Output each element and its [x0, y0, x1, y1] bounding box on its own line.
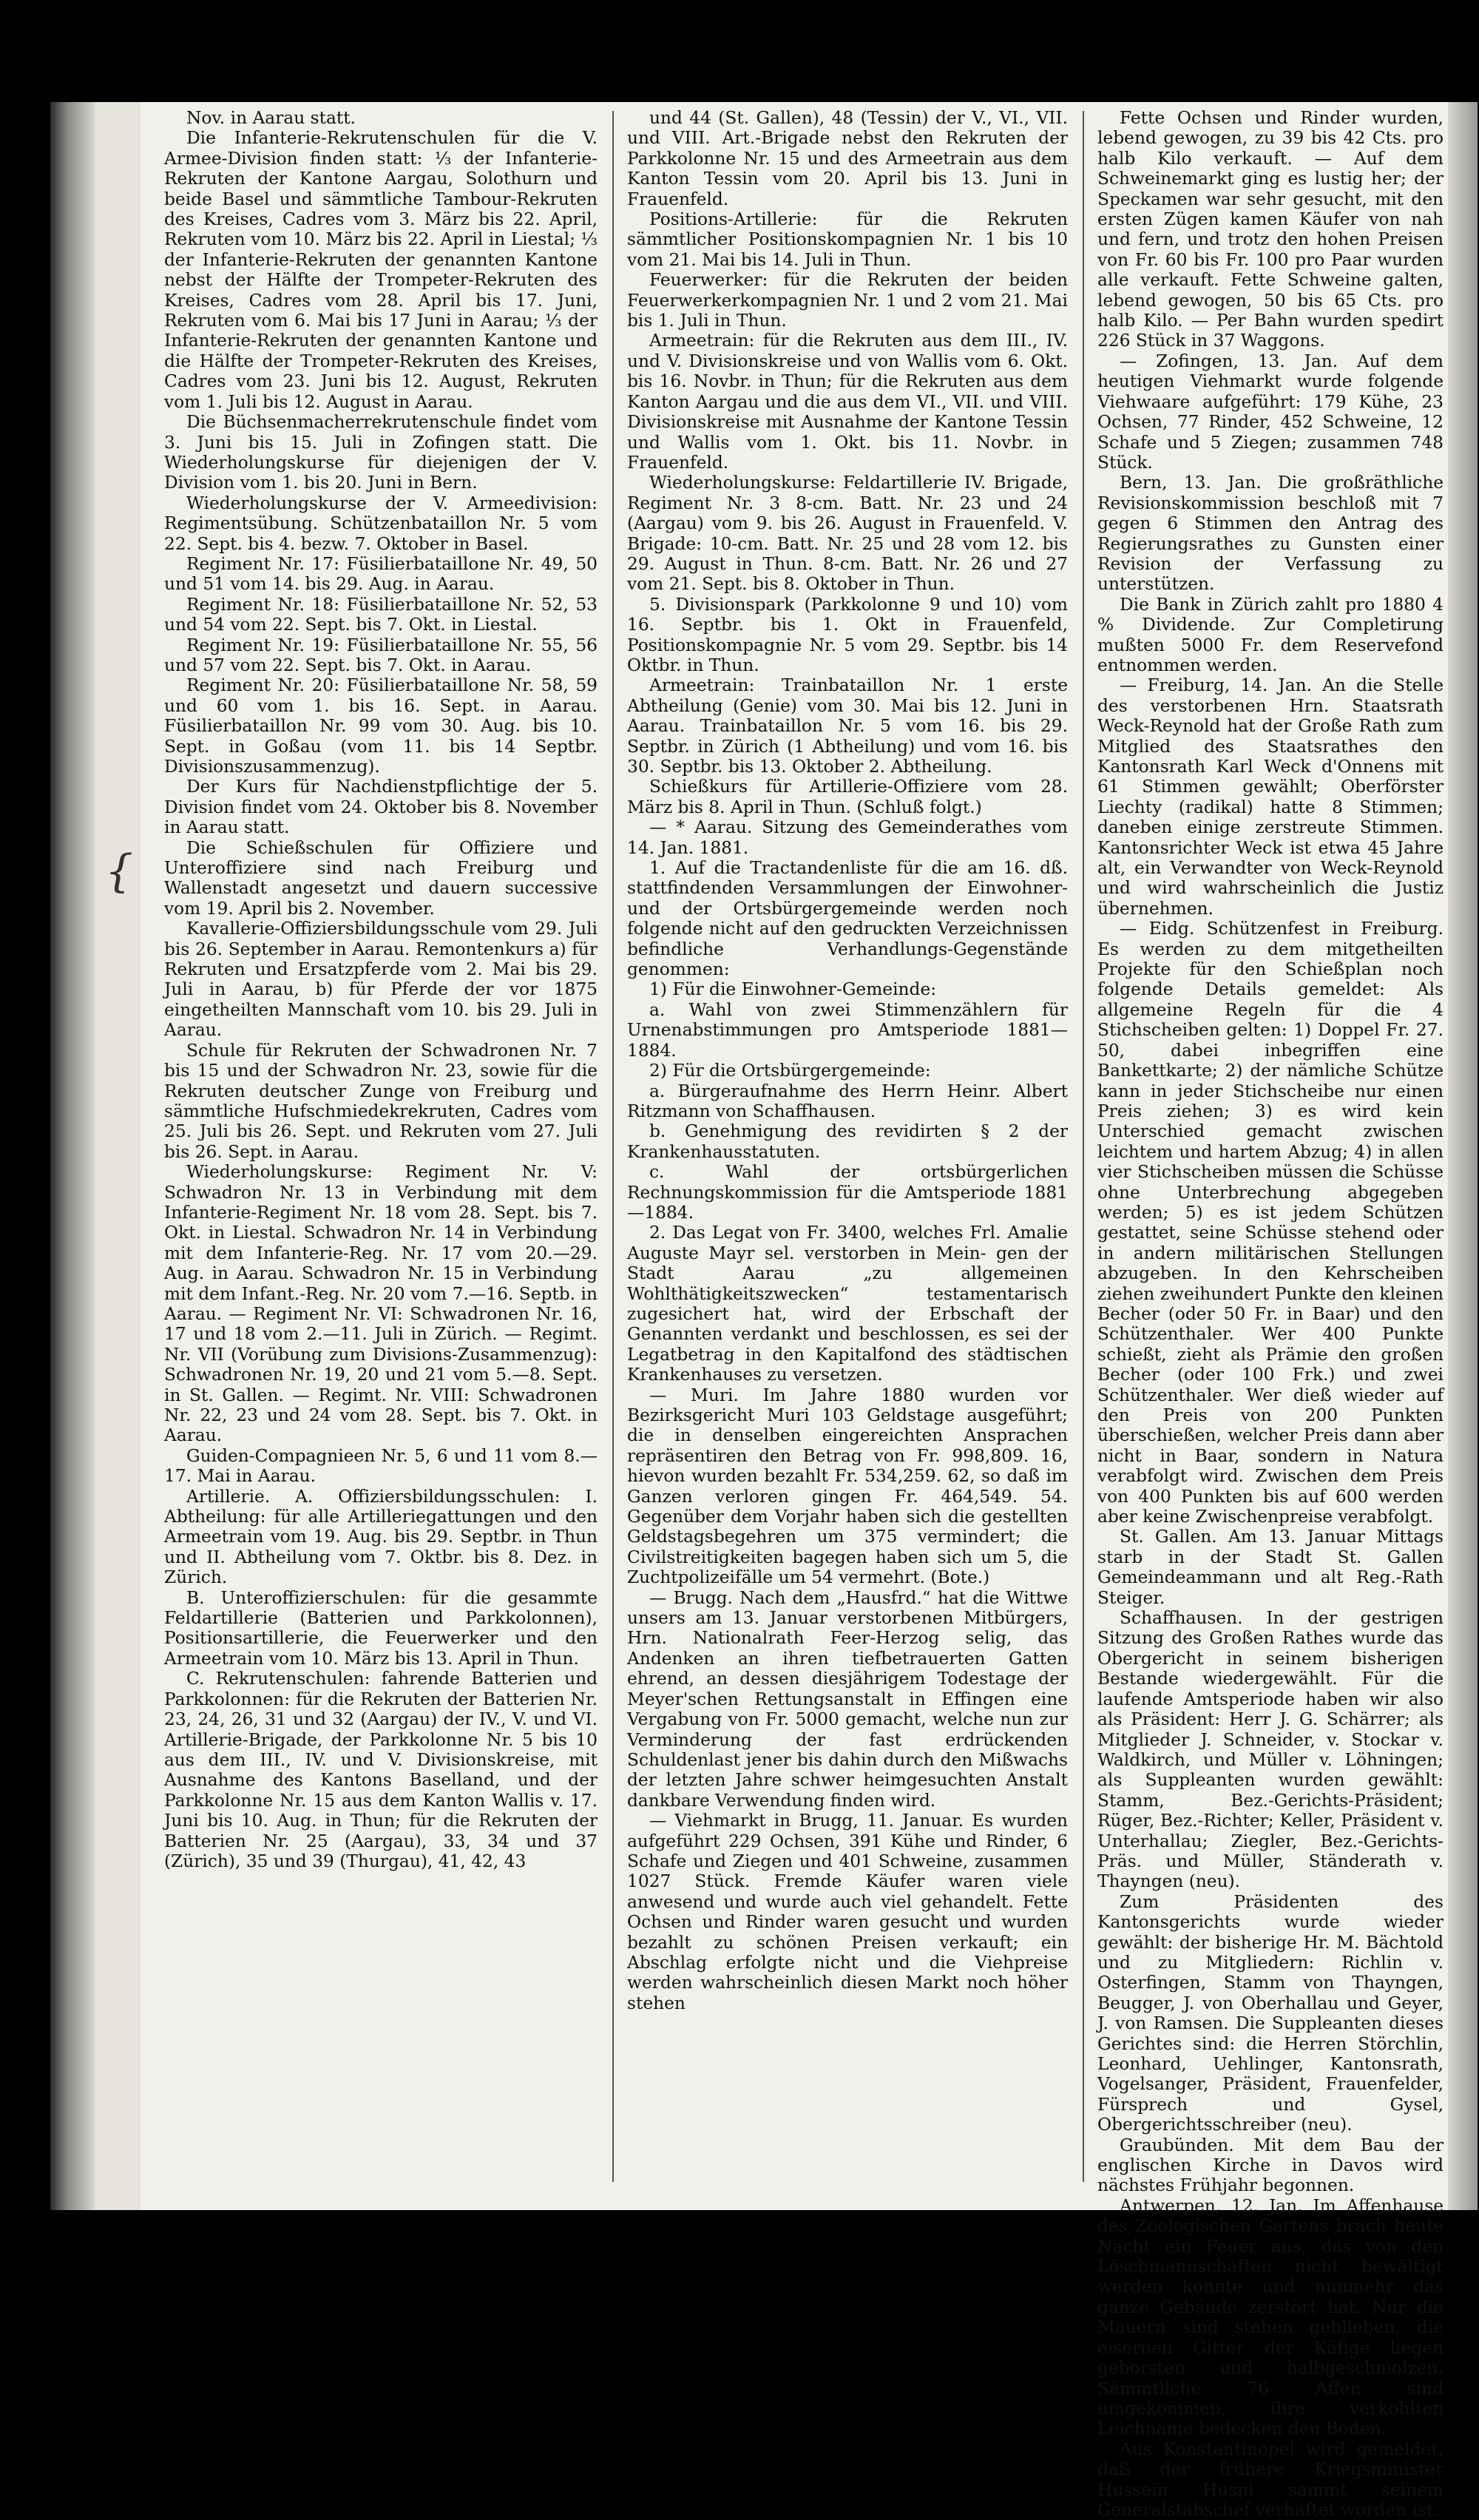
col3-paragraph: Aus Konstantinopel wird gemeldet, daß der frühere Kriegsminister Hussein Husni sammt seinem Generalstabschef verhaftet worden ist. — [1097, 2439, 1444, 2520]
col2-paragraph: und 44 (St. Gallen), 48 (Tessin) der V., VI., VII. und VIII. Art.-Brigade nebst den Rekruten der Parkkolonne Nr. 15 und des Armeetrain aus dem Kanton Tessin vom 20. April bis 13. Juni in Frauenfeld. — [627, 108, 1068, 209]
col2-paragraph: 2. Das Legat von Fr. 3400, welches Frl. Amalie Auguste Mayr sel. verstorben in Mein- gen der Stadt Aarau „zu allgemeinen Wohlthätigkeitszwecken“ testamentarisch zugesichert hat, wird der Erbschaft der Genannten verdankt und beschlossen, es sei der Legatbetrag in den Kapitalfond des städtischen Krankenhauses zu versetzen. — [627, 1223, 1068, 1385]
col1-paragraph: Artillerie. A. Offiziersbildungsschulen: I. Abtheilung: für alle Artilleriegattungen und den Armeetrain vom 19. Aug. bis 29. Septbr. in Thun und II. Abtheilung vom 7. Oktbr. bis 8. Dez. in Zürich. — [164, 1486, 598, 1588]
col1-paragraph: Die Infanterie-Rekrutenschulen für die V. Armee-Division finden statt: ⅓ der Infanterie-Rekruten der Kantone Aargau, Solothurn und beide Basel und sämmtliche Tambour-Rekruten des Kreises, Cadres vom 3. März bis 22. April, Rekruten vom 10. März bis 22. April in Liestal; ⅓ der Infanterie-Rekruten der genannten Kantone nebst der Hälfte der Trompeter-Rekruten des Kreises, Cadres vom 28. April bis 17. Juni, Rekruten vom 6. Mai bis 17 Juni in Aarau; ⅓ der Infanterie-Rekruten der genannten Kantone und die Hälfte der Trompeter-Rekruten des Kreises, Cadres vom 23. Juni bis 12. August, Rekruten vom 1. Juli bis 12. August in Aarau. — [164, 128, 598, 412]
col1-paragraph: Kavallerie-Offiziersbildungsschule vom 29. Juli bis 26. September in Aarau. Remontenkurs a) für Rekruten und Ersatzpferde vom 2. Mai bis 29. Juli in Aarau, b) für Pferde der vor 1875 eingetheilten Mannschaft vom 10. bis 29. Juli in Aarau. — [164, 919, 598, 1041]
col2-paragraph: a. Wahl von zwei Stimmenzählern für Urnenabstimmungen pro Amtsperiode 1881—1884. — [627, 999, 1068, 1061]
col1-paragraph: C. Rekrutenschulen: fahrende Batterien und Parkkolonnen: für die Rekruten der Batterien Nr. 23, 24, 26, 31 und 32 (Aargau) der IV., V. und VI. Artillerie-Brigade, der Parkkolonne Nr. 5 bis 10 aus dem III., IV. und V. Divisionskreise, mit Ausnahme des Kantons Baselland, und der Parkkolonne Nr. 15 aus dem Kanton Wallis v. 17. Juni bis 10. Aug. in Thun; für die Rekruten der Batterien Nr. 25 (Aargau), 33, 34 und 37 (Zürich), 35 und 39 (Thurgau), 41, 42, 43 — [164, 1669, 598, 1871]
col3-paragraph: — Eidg. Schützenfest in Freiburg. Es werden zu dem mitgetheilten Projekte für den Schießplan noch folgende Details gemeldet: Als allgemeine Regeln für die 4 Stichscheiben gelten: 1) Doppel Fr. 27. 50, dabei inbegriffen eine Bankettkarte; 2) der nämliche Schütze kann in jeder Stichscheibe nur einen Preis ziehen; 3) es wird kein Unterschied gemacht zwischen leichtem und hartem Abzug; 4) in allen vier Stichscheiben müssen die Schüsse ohne Unterbrechung abgegeben werden; 5) es ist jedem Schützen gestattet, seine Schüsse stehend oder in andern militärischen Stellungen abzugeben. In den Kehrscheiben ziehen zweihundert Punkte den kleinen Becher (oder 50 Fr. in Baar) und den Schützenthaler. Wer 400 Punkte schießt, zieht als Prämie den großen Becher (oder 100 Frk.) und zwei Schützenthaler. Wer dieß wieder auf den Preis von 200 Punkten überschießen, welcher Preis dann aber nicht in Baar, sondern in Natura verabfolgt wird. Zwischen dem Preis von 400 Punkten bis auf 600 werden aber keine Zwischenpreise verabfolgt. — [1097, 919, 1444, 1527]
column-2 — [627, 108, 1068, 2013]
col2-paragraph: Armeetrain: Trainbataillon Nr. 1 erste Abtheilung (Genie) vom 30. Mai bis 12. Juni in Aarau. Trainbataillon Nr. 5 vom 16. bis 29. Septbr. in Zürich (1 Abtheilung) und vom 16. bis 30. Septbr. bis 13. Oktober 2. Abtheilung. — [627, 675, 1068, 777]
column-3 — [1097, 108, 1444, 2520]
col1-paragraph: Die Büchsenmacherrekrutenschule findet vom 3. Juni bis 15. Juli in Zofingen statt. Die Wiederholungskurse für diejenigen der V. Division vom 1. bis 20. Juni in Bern. — [164, 412, 598, 493]
column-rule-2 — [1083, 111, 1084, 2182]
newspaper-page — [50, 102, 1478, 2520]
col1-paragraph: Die Schießschulen für Offiziere und Unteroffiziere sind nach Freiburg und Wallenstadt angesetzt und dauern successive vom 19. April bis 2. November. — [164, 837, 598, 919]
col2-paragraph: 2) Für die Ortsbürgergemeinde: — [649, 1061, 931, 1081]
col3-paragraph: Bern, 13. Jan. Die großräthliche Revisionskommission beschloß mit 7 gegen 6 Stimmen den Antrag des Regierungsrathes zu Gunsten einer Revision der Verfassung zu unterstützen. — [1097, 473, 1444, 595]
col2-paragraph: 1) Für die Einwohner-Gemeinde: — [649, 979, 937, 1000]
col3-paragraph: Graubünden. Mit dem Bau der englischen Kirche in Davos wird nächstes Frühjahr begonnen. — [1097, 2135, 1444, 2196]
col2-paragraph: Positions-Artillerie: für die Rekruten sämmtlicher Positionskompagnien Nr. 1 bis 10 vom 21. Mai bis 14. Juli in Thun. — [627, 209, 1068, 270]
col2-paragraph: 5. Divisionspark (Parkkolonne 9 und 10) vom 16. Septbr. bis 1. Okt in Frauenfeld, Positionskompagnie Nr. 5 vom 29. Septbr. bis 14 Oktbr. in Thun. — [627, 594, 1068, 675]
col3-paragraph: — Freiburg, 14. Jan. An die Stelle des verstorbenen Hrn. Staatsrath Weck-Reynold hat der Große Rath zum Mitglied des Staatsrathes den Kantonsrath Karl Weck d'Onnens mit 61 Stimmen gewählt; Oberförster Liechty (radikal) hatte 8 Stimmen; daneben einige zerstreute Stimmen. Kantonsrichter Weck ist etwa 45 Jahre alt, ein Verwandter von Weck-Reynold und wird wahrscheinlich die Justiz übernehmen. — [1097, 675, 1444, 919]
col3-paragraph: Die Bank in Zürich zahlt pro 1880 4 % Dividende. Zur Completirung mußten 5000 Fr. dem Reservefond entnommen werden. — [1097, 594, 1444, 675]
pencil-mark: { — [105, 845, 134, 897]
col3-paragraph: Antwerpen, 12. Jan. Im Affenhause des Zoologischen Gartens brach heute Nacht ein Feuer aus, das von den Löschmannschaften nicht bewältigt werden konnte und nunmehr das ganze Gebäude zerstört hat. Nur die Mauern sind stehen geblieben, die eisernen Gitter der Käfige liegen geborsten und halbgeschmolzen. Sämmtliche 76 Affen sind umgekommen, ihre verkohlten Leichname bedecken den Boden. — [1097, 2195, 1444, 2439]
col2-paragraph: — * Aarau. Sitzung des Gemeinderathes vom 14. Jan. 1881. — [627, 817, 1068, 858]
left-margin — [95, 102, 141, 2210]
col1-paragraph: Nov. in Aarau statt. — [186, 108, 356, 128]
col2-paragraph: Schießkurs für Artillerie-Offiziere vom 28. März bis 8. April in Thun. (Schluß folgt.) — [627, 777, 1068, 817]
col2-paragraph: a. Bürgeraufnahme des Herrn Heinr. Albert Ritzmann von Schaffhausen. — [627, 1081, 1068, 1121]
col3-paragraph: St. Gallen. Am 13. Januar Mittags starb in der Stadt St. Gallen Gemeindeammann und alt Reg.-Rath Steiger. — [1097, 1527, 1444, 1608]
col3-paragraph: Fette Ochsen und Rinder wurden, lebend gewogen, zu 39 bis 42 Cts. pro halb Kilo verkauft. — Auf dem Schweinemarkt ging es lustig her; der Speckamen war sehr gesucht, mit den ersten Zügen kamen Käufer von nah und fern, und trotz den hohen Preisen von Fr. 60 bis Fr. 100 pro Paar wurden alle verkauft. Fette Schweine galten, lebend gewogen, 50 bis 65 Cts. pro halb Kilo. — Per Bahn wurden spedirt 226 Stück in 37 Waggons. — [1097, 108, 1444, 351]
column-rule-1 — [612, 111, 614, 2182]
col2-paragraph: 1. Auf die Tractandenliste für die am 16. dß. stattfindenden Versammlungen der Einwohner- und der Ortsbürgergemeinde werden noch folgende nicht auf den gedruckten Verzeichnissen befindliche Verhandlungs-Gegenstände genommen: — [627, 858, 1068, 980]
col2-paragraph: — Brugg. Nach dem „Hausfrd.“ hat die Wittwe unsers am 13. Januar verstorbenen Mitbürgers, Hrn. Nationalrath Feer-Herzog selig, das Andenken an ihren tiefbetrauerten Gatten ehrend, an dessen diesjährigem Todestage der Meyer'schen Rettungsanstalt in Effingen eine Vergabung von Fr. 5000 gemacht, welche nun zur Verminderung der fast erdrückenden Schuldenlast jener bis dahin durch den Mißwachs der letzten Jahre schwer heimgesuchten Anstalt dankbare Verwendung finden wird. — [627, 1587, 1068, 1811]
col2-paragraph: Wiederholungskurse: Feldartillerie IV. Brigade, Regiment Nr. 3 8-cm. Batt. Nr. 23 und 24 (Aargau) vom 9. bis 26. August in Frauenfeld. V. Brigade: 10-cm. Batt. Nr. 25 und 28 vom 12. bis 29. August in Thun. 8-cm. Batt. Nr. 26 und 27 vom 21. Sept. bis 8. Oktober in Thun. — [627, 473, 1068, 595]
col3-paragraph: — Zofingen, 13. Jan. Auf dem heutigen Viehmarkt wurde folgende Viehwaare aufgeführt: 179 Kühe, 23 Ochsen, 77 Rinder, 452 Schweine, 12 Schafe und 5 Ziegen; zusammen 748 Stück. — [1097, 351, 1444, 473]
binding-shadow — [50, 102, 95, 2210]
right-edge — [1448, 102, 1478, 2210]
col1-paragraph: Regiment Nr. 17: Füsilierbataillone Nr. 49, 50 und 51 vom 14. bis 29. Aug. in Aarau. — [164, 553, 598, 595]
col2-paragraph: — Viehmarkt in Brugg, 11. Januar. Es wurden aufgeführt 229 Ochsen, 391 Kühe und Rinder, 6 Schafe und Ziegen und 401 Schweine, zusammen 1027 Stück. Fremde Käufer waren viele anwesend und wurde auch viel gehandelt. Fette Ochsen und Rinder waren gesucht und wurden bezahlt zu schönen Preisen verkauft; ein Abschlag erfolgte nicht und die Viehpreise werden wahrscheinlich diesen Markt noch höher stehen — [627, 1811, 1068, 2013]
col1-paragraph: Schule für Rekruten der Schwadronen Nr. 7 bis 15 und der Schwadron Nr. 23, sowie für die Rekruten deutscher Zunge von Freiburg und sämmtliche Hufschmiedekrekruten, Cadres vom 25. Juli bis 26. Sept. und Rekruten vom 27. Juli bis 26. Sept. in Aarau. — [164, 1040, 598, 1162]
col2-paragraph: — Muri. Im Jahre 1880 wurden vor Bezirksgericht Muri 103 Geldstage ausgeführt; die in denselben eingereichten Ansprachen repräsentiren den Betrag von Fr. 998,809. 16, hievon wurden bezahlt Fr. 534,259. 62, so daß im Ganzen verloren gingen Fr. 464,549. 54. Gegenüber dem Vorjahr haben sich die gestellten Geldstagsbegehren um 375 vermindert; die Civilstreitigkeiten bagegen haben sich um 5, die Zuchtpolizeifälle um 54 vermehrt. (Bote.) — [627, 1385, 1068, 1588]
col1-paragraph: Regiment Nr. 18: Füsilierbataillone Nr. 52, 53 und 54 vom 22. Sept. bis 7. Okt. in Liestal. — [164, 594, 598, 635]
col1-paragraph: Wiederholungskurse: Regiment Nr. V: Schwadron Nr. 13 in Verbindung mit dem Infanterie-Regiment Nr. 18 vom 28. Sept. bis 7. Okt. in Liestal. Schwadron Nr. 14 in Verbindung mit dem Infanterie-Reg. Nr. 17 vom 20.—29. Aug. in Aarau. Schwadron Nr. 15 in Verbindung mit dem Infant.-Reg. Nr. 20 vom 7.—16. Septb. in Aarau. — Regiment Nr. VI: Schwadronen Nr. 16, 17 und 18 vom 2.—11. Juli in Zürich. — Regimt. Nr. VII (Vorübung zum Divisions-Zusammenzug): Schwadronen Nr. 19, 20 und 21 vom 5.—8. Sept. in St. Gallen. — Regimt. Nr. VIII: Schwadronen Nr. 22, 23 und 24 vom 28. Sept. bis 7. Okt. in Aarau. — [164, 1162, 598, 1446]
col1-paragraph: B. Unteroffizierschulen: für die gesammte Feldartillerie (Batterien und Parkkolonnen), Positionsartillerie, die Feuerwerker und den Armeetrain vom 10. März bis 13. April in Thun. — [164, 1587, 598, 1669]
col1-paragraph: Regiment Nr. 20: Füsilierbataillone Nr. 58, 59 und 60 vom 1. bis 16. Sept. in Aarau. Füsilierbataillon Nr. 99 vom 30. Aug. bis 10. Sept. in Goßau (vom 11. bis 14 Septbr. Divisionszusammenzug). — [164, 675, 598, 777]
col1-paragraph: Regiment Nr. 19: Füsilierbataillone Nr. 55, 56 und 57 vom 22. Sept. bis 7. Okt. in Aarau. — [164, 635, 598, 675]
col3-paragraph: Zum Präsidenten des Kantonsgerichts wurde wieder gewählt: der bisherige Hr. M. Bächtold und zu Mitgliedern: Richlin v. Osterfingen, Stamm von Thayngen, Beugger, J. von Oberhallau und Geyer, J. von Ramsen. Die Suppleanten dieses Gerichtes sind: die Herren Störchlin, Leonhard, Uehlinger, Kantonsrath, Vogelsanger, Präsident, Frauenfelder, Fürsprech und Gysel, Obergerichtsschreiber (neu). — [1097, 1891, 1444, 2135]
col2-paragraph: Armeetrain: für die Rekruten aus dem III., IV. und V. Divisionskreise und von Wallis vom 6. Okt. bis 16. Novbr. in Thun; für die Rekruten aus dem Kanton Aargau und die aus dem VI., VII. und VIII. Divisionskreise mit Ausnahme der Kantone Tessin und Wallis vom 1. Okt. bis 11. Novbr. in Frauenfeld. — [627, 331, 1068, 473]
col1-paragraph: Guiden-Compagnieen Nr. 5, 6 und 11 vom 8.—17. Mai in Aarau. — [164, 1445, 598, 1487]
col1-paragraph: Wiederholungskurse der V. Armeedivision: Regimentsübung. Schützenbataillon Nr. 5 vom 22. Sept. bis 4. bezw. 7. Oktober in Basel. — [164, 493, 598, 554]
column-1 — [164, 108, 598, 1871]
col2-paragraph: Feuerwerker: für die Rekruten der beiden Feuerwerkerkompagnien Nr. 1 und 2 vom 21. Mai bis 1. Juli in Thun. — [627, 270, 1068, 331]
col2-paragraph: b. Genehmigung des revidirten § 2 der Krankenhausstatuten. — [627, 1121, 1068, 1162]
col3-paragraph: Schaffhausen. In der gestrigen Sitzung des Großen Rathes wurde das Obergericht in seinem bisherigen Bestande wiedergewählt. Für die laufende Amtsperiode haben wir also als Präsident: Herr J. G. Schärrer; als Mitglieder J. Schneider, v. Stockar v. Waldkirch, und Müller v. Löhningen; als Suppleanten wurden gewählt: Stamm, Bez.-Gerichts-Präsident; Rüger, Bez.-Richter; Keller, Präsident v. Unterhallau; Ziegler, Bez.-Gerichts-Präs. und Müller, Ständerath v. Thayngen (neu). — [1097, 1608, 1444, 1892]
col2-paragraph: c. Wahl der ortsbürgerlichen Rechnungskommission für die Amtsperiode 1881—1884. — [627, 1162, 1068, 1223]
col1-paragraph: Der Kurs für Nachdienstpflichtige der 5. Division findet vom 24. Oktober bis 8. November in Aarau statt. — [164, 777, 598, 838]
